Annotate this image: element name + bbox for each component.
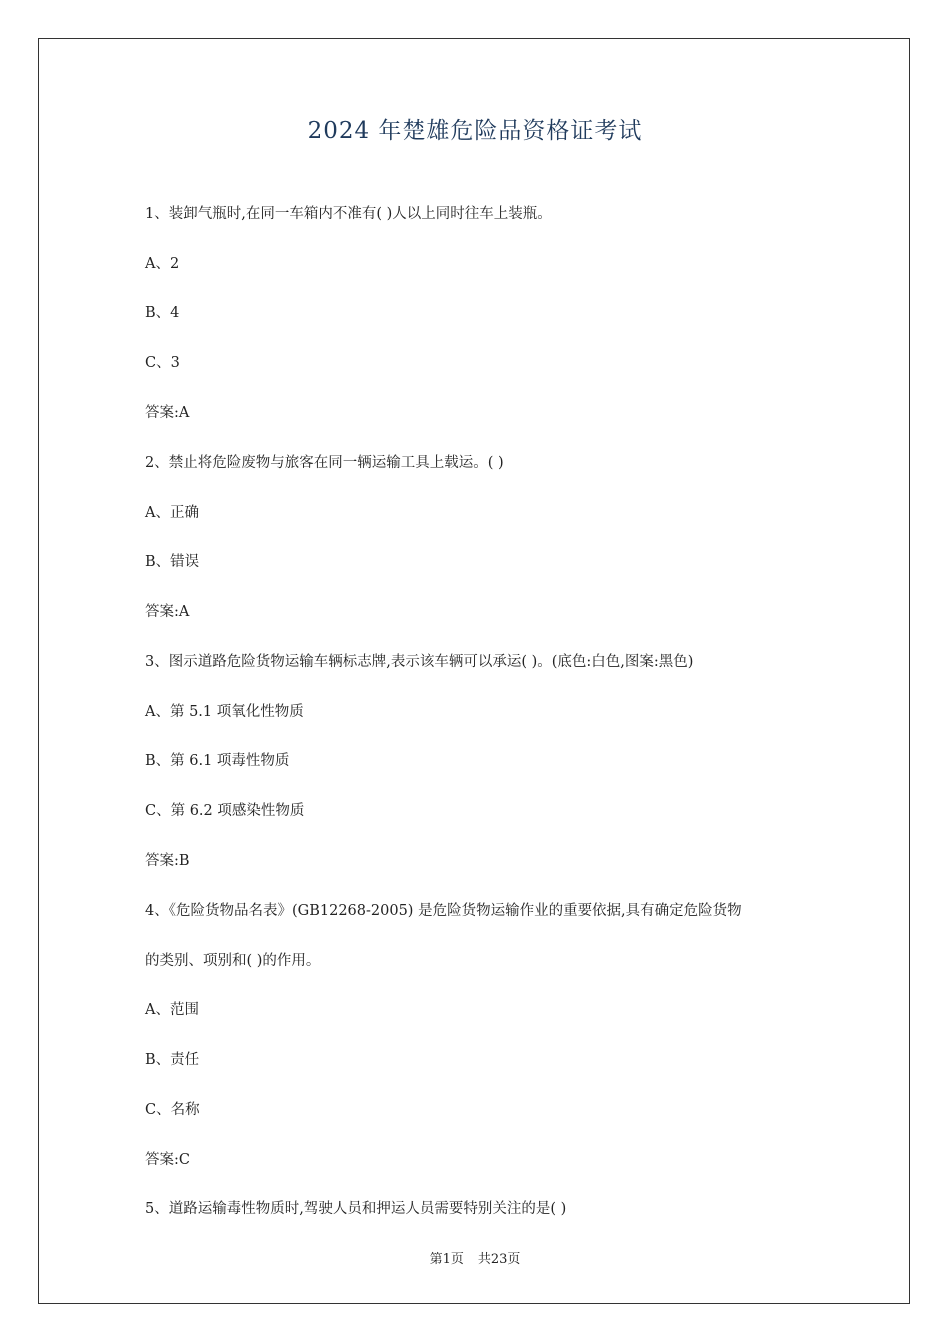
document-title: 2024 年楚雄危险品资格证考试 bbox=[307, 118, 643, 144]
question-1-text: 1、装卸气瓶时,在同一车箱内不准有( )人以上同时往车上装瓶。 bbox=[145, 206, 552, 222]
question-4-text-line-1: 4、《危险货物品名表》(GB12268-2005) 是危险货物运输作业的重要依据,具有确定危险货物 bbox=[145, 903, 742, 919]
question-2-option-b: B、错误 bbox=[145, 554, 200, 570]
question-4-answer: 答案:C bbox=[145, 1152, 190, 1168]
question-5-text: 5、道路运输毒性物质时,驾驶人员和押运人员需要特别关注的是( ) bbox=[145, 1201, 567, 1217]
question-1-option-c: C、3 bbox=[145, 355, 180, 371]
question-4-text-line-2: 的类别、项别和( )的作用。 bbox=[145, 953, 321, 969]
question-3-option-a: A、第 5.1 项氧化性物质 bbox=[145, 704, 304, 720]
page-footer bbox=[0, 1248, 950, 1267]
question-4-option-c: C、名称 bbox=[145, 1102, 200, 1118]
question-2-text: 2、禁止将危险废物与旅客在同一辆运输工具上载运。( ) bbox=[145, 455, 504, 471]
question-3-option-b: B、第 6.1 项毒性物质 bbox=[145, 753, 290, 769]
question-3-option-c: C、第 6.2 项感染性物质 bbox=[145, 803, 305, 819]
question-1-answer: 答案:A bbox=[145, 405, 190, 421]
question-1-option-b: B、4 bbox=[145, 305, 180, 321]
page-total: 共23页 bbox=[477, 1252, 521, 1267]
question-4-option-b: B、责任 bbox=[145, 1052, 200, 1068]
question-1-option-a: A、2 bbox=[145, 256, 180, 272]
question-4-option-a: A、范围 bbox=[145, 1002, 199, 1018]
question-3-answer: 答案:B bbox=[145, 853, 190, 869]
question-2-option-a: A、正确 bbox=[145, 505, 199, 521]
question-3-text: 3、图示道路危险货物运输车辆标志牌,表示该车辆可以承运( )。(底色:白色,图案:黑色) bbox=[145, 654, 694, 670]
question-2-answer: 答案:A bbox=[145, 604, 190, 620]
page-number: 第1页 bbox=[429, 1252, 464, 1267]
